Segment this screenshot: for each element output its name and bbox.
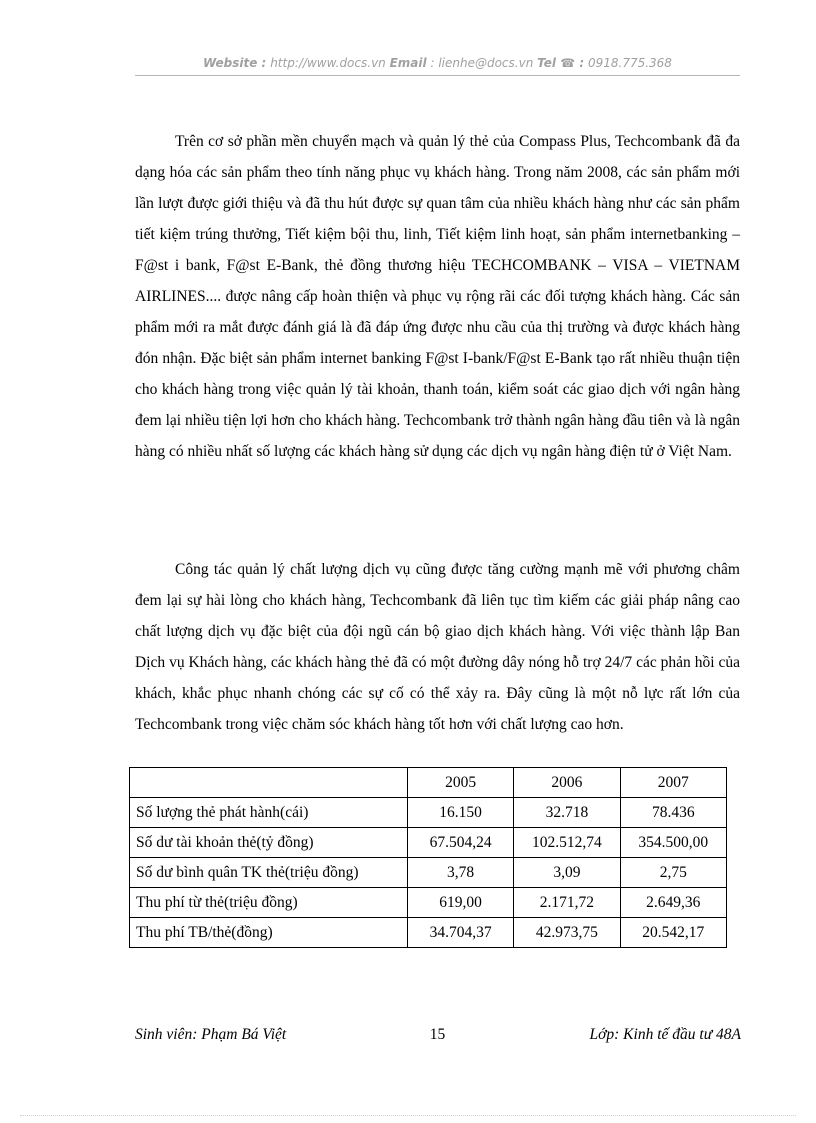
row-label: Số dư tài khoản thẻ(tỷ đồng) bbox=[130, 828, 408, 858]
table-cell: 20.542,17 bbox=[620, 918, 726, 948]
table-header-cell: 2007 bbox=[620, 768, 726, 798]
table-cell: 42.973,75 bbox=[514, 918, 620, 948]
table-cell: 619,00 bbox=[408, 888, 514, 918]
row-label: Thu phí từ thẻ(triệu đồng) bbox=[130, 888, 408, 918]
table-cell: 354.500,00 bbox=[620, 828, 726, 858]
table-cell: 2,75 bbox=[620, 858, 726, 888]
website-url[interactable]: http://www.docs.vn bbox=[270, 56, 386, 70]
table-cell: 16.150 bbox=[408, 798, 514, 828]
row-label: Thu phí TB/thẻ(đồng) bbox=[130, 918, 408, 948]
footer-student-name: Sinh viên: Phạm Bá Việt bbox=[135, 1026, 287, 1043]
row-label: Số lượng thẻ phát hành(cái) bbox=[130, 798, 408, 828]
table-cell: 78.436 bbox=[620, 798, 726, 828]
website-label: Website : bbox=[203, 56, 267, 70]
email-label: Email bbox=[389, 56, 427, 70]
page-number: 15 bbox=[429, 1026, 446, 1043]
table-row bbox=[130, 858, 727, 888]
table-row bbox=[130, 918, 727, 948]
table-cell: 2.171,72 bbox=[514, 888, 620, 918]
table-cell: 67.504,24 bbox=[408, 828, 514, 858]
table-cell: 2.649,36 bbox=[620, 888, 726, 918]
table-cell: 102.512,74 bbox=[514, 828, 620, 858]
table-header-cell: 2005 bbox=[408, 768, 514, 798]
paragraph-1: Trên cơ sở phần mền chuyển mạch và quản lý thẻ của Compass Plus, Techcombank đã đa dạng hóa các sản phẩm theo tính năng phục vụ khách hàng. Trong năm 2008, các sản phẩm mới lần lượt được giới thiệu và đã thu hút được sự quan tâm của nhiều khách hàng như các sản phẩm tiết kiệm trúng thưởng, Tiết kiệm bội thu, linh, Tiết kiệm linh hoạt, sản phẩm internetbanking – F@st i bank, F@st E-Bank, thẻ đồng thương hiệu TECHCOMBANK – VISA – VIETNAM AIRLINES.... được nâng cấp hoàn thiện và phục vụ rộng rãi các đối tượng khách hàng. Các sản phẩm mới ra mắt được đánh giá là đã đáp ứng được nhu cầu của thị trường và được khách hàng đón nhận. Đặc biệt sản phẩm internet banking F@st I-bank/F@st E-Bank tạo rất nhiều thuận tiện cho khách hàng trong việc quản lý tài khoản, thanh toán, kiểm soát các giao dịch với ngân hàng đem lại nhiều tiện lợi hơn cho khách hàng. Techcombank trở thành ngân hàng đầu tiên và là ngân hàng có nhiều nhất số lượng các khách hàng sử dụng các dịch vụ ngân hàng điện tử ở Việt Nam. bbox=[135, 133, 740, 460]
tel-label: Tel ☎ : bbox=[537, 56, 585, 70]
table-cell: 3,09 bbox=[514, 858, 620, 888]
table-row bbox=[130, 798, 727, 828]
table-cell: 34.704,37 bbox=[408, 918, 514, 948]
email-value[interactable]: : lienhe@docs.vn bbox=[430, 56, 534, 70]
page-header bbox=[135, 56, 740, 70]
table-header-row bbox=[130, 768, 727, 798]
row-label: Số dư bình quân TK thẻ(triệu đồng) bbox=[130, 858, 408, 888]
table-row bbox=[130, 828, 727, 858]
table-header-cell: 2006 bbox=[514, 768, 620, 798]
table-cell: 3,78 bbox=[408, 858, 514, 888]
table-cell: 32.718 bbox=[514, 798, 620, 828]
tel-value: 0918.775.368 bbox=[587, 56, 672, 70]
paragraph-2: Công tác quản lý chất lượng dịch vụ cũng được tăng cường mạnh mẽ với phương châm đem lại sự hài lòng cho khách hàng, Techcombank đã liên tục tìm kiếm các giải pháp nâng cao chất lượng dịch vụ đặc biệt của đội ngũ cán bộ giao dịch khách hàng. Với việc thành lập Ban Dịch vụ Khách hàng, các khách hàng thẻ đã có một đường dây nóng hỗ trợ 24/7 các phản hồi của khách, khắc phục nhanh chóng các sự cố có thể xảy ra. Đây cũng là một nỗ lực rất lớn của Techcombank trong việc chăm sóc khách hàng tốt hơn với chất lượng cao hơn. bbox=[135, 561, 740, 733]
header-divider bbox=[135, 75, 740, 76]
page-bottom-divider bbox=[20, 1115, 796, 1116]
card-statistics-table bbox=[129, 767, 727, 948]
table-row bbox=[130, 888, 727, 918]
footer-class-name: Lớp: Kinh tế đầu tư 48A bbox=[589, 1026, 741, 1043]
table-header-cell bbox=[130, 768, 408, 798]
